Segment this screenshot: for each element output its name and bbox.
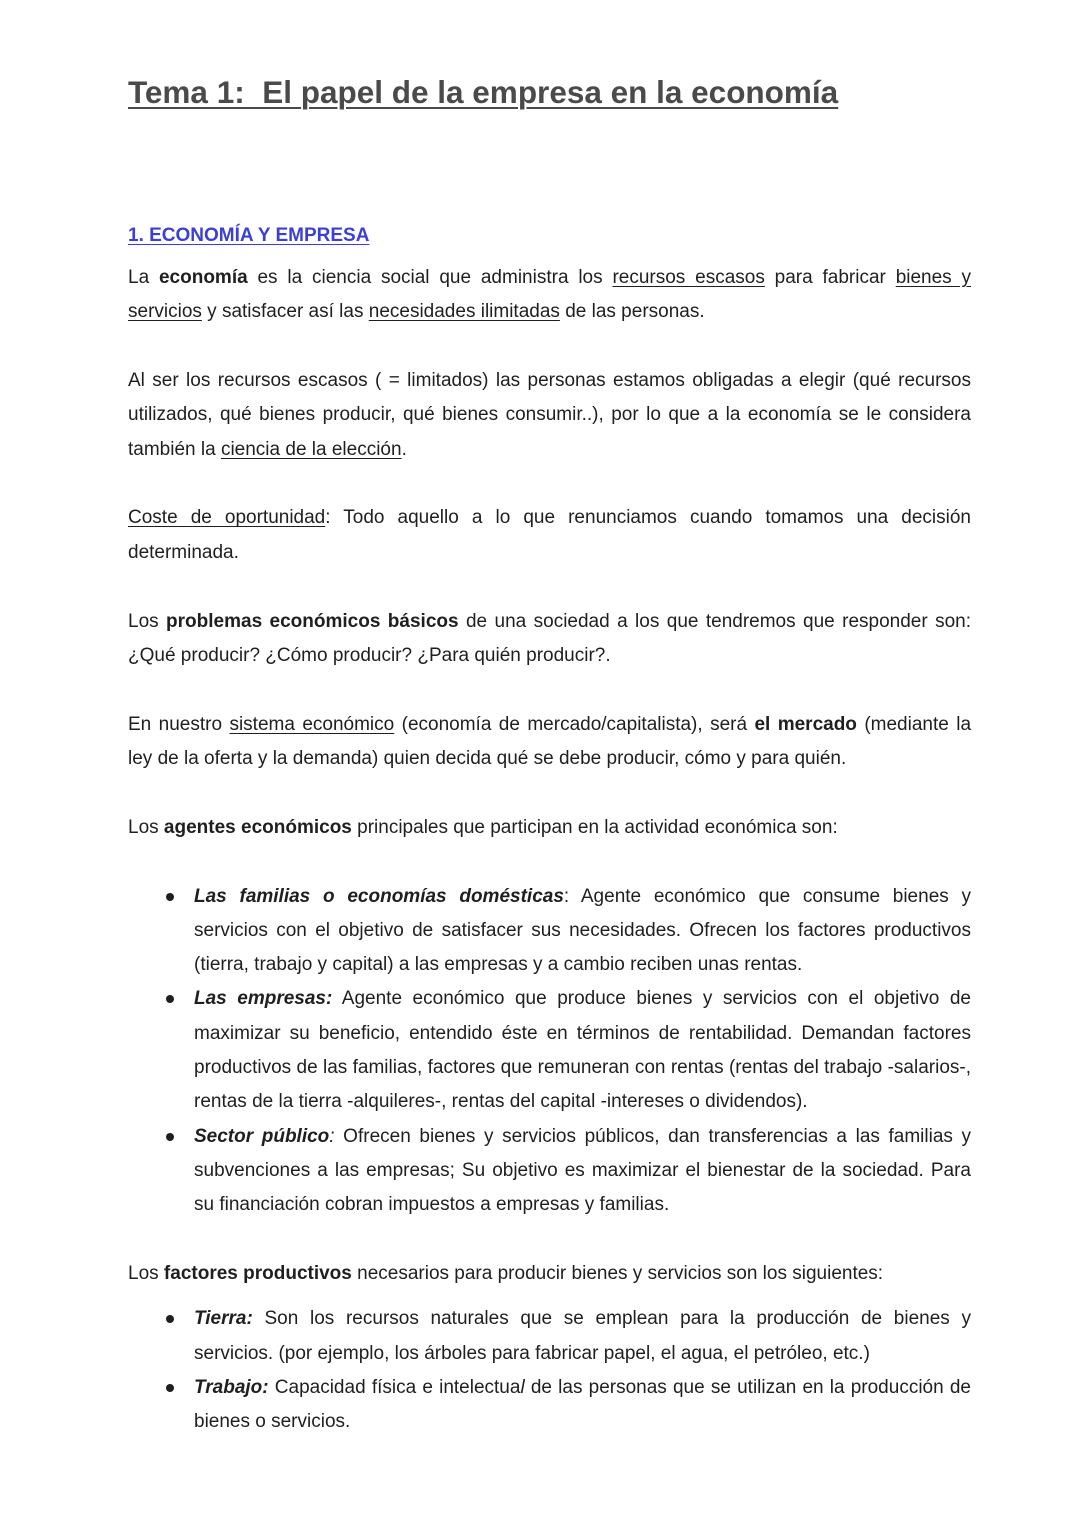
list-item [128,1371,971,1440]
bullet-icon [166,1315,174,1323]
term-familias: Las familias o economías domésticas [194,885,564,907]
list-item [128,982,971,1119]
bullet-icon [166,893,174,901]
term-factores-productivos: factores productivos [163,1263,352,1285]
term-necesidades-ilimitadas: necesidades ilimitadas [368,301,560,323]
paragraph-eleccion [128,364,971,467]
list-item [128,880,971,983]
term-empresas: Las empresas: [194,988,333,1010]
text: (economía de mercado/capitalista), será [394,713,755,735]
text: es la ciencia social que administra los [247,267,613,288]
text: Los [128,816,164,838]
text: (mediante la ley de la oferta y la demanda) quien decida qué se debe producir, cómo y para quién. [128,713,972,769]
text: y satisfacer así las [201,301,369,323]
text: Agente económico que consume bienes y servicios con el objetivo de satisfacer sus necesidades. Ofrecen los factores productivos (tierra, trabajo y capital) a las empresas y a cambio reciben unas rentas. [194,885,972,976]
text: : [329,1125,335,1147]
text: : Todo aquello a lo que renunciamos cuando tomamos una decisión determinada. [128,507,972,563]
text: de una sociedad a los que tendremos que responder son: ¿Qué producir? ¿Cómo producir? ¿Para quién producir?. [128,610,972,666]
bullet-icon [166,995,174,1003]
list-item [128,1120,971,1223]
term-sector-publico: Sector público [194,1125,330,1147]
section-heading: 1. ECONOMÍA Y EMPRESA [128,225,370,246]
text: Son los recursos naturales que se emplean para la producción de bienes y servicios. (por ejemplo, los árboles para fabricar papel, el agua, el petróleo, etc.) [194,1308,971,1364]
term-ciencia-eleccion: ciencia de la elección [220,438,402,460]
term-sistema-economico: sistema económico [229,713,395,735]
text: Los [128,610,167,632]
term-trabajo: Trabajo: [194,1376,269,1398]
paragraph-economia [128,261,971,330]
text: de las personas. [559,301,705,323]
bullet-icon [166,1133,174,1141]
text: Agente económico que produce bienes y servicios con el objetivo de maximizar su beneficio, entendido éste en términos de rentabilidad. Demandan factores productivos de las familias, factores que remuneran con rentas (rentas del trabajo -salarios-, rentas de la tierra -alquileres-, rentas del capital -intereses o dividendos). [194,988,971,1113]
factors-list [128,1302,971,1439]
term-tierra: Tierra: [194,1308,253,1330]
paragraph-factores [128,1257,971,1291]
list-item [128,1302,971,1371]
term-bienes-servicios: bienes y servicios [128,267,971,323]
term-economia: economía [158,267,248,288]
text: Los [128,1263,164,1285]
text: de las personas que se utilizan en la producción de bienes o servicios. [194,1376,971,1433]
text: En nuestro [128,713,230,735]
term-agentes-economicos: agentes económicos [163,816,352,838]
bullet-icon [166,1384,174,1392]
text: necesarios para producir bienes y servicios son los siguientes: [351,1263,884,1285]
term-recursos-escasos: recursos escasos [612,267,765,288]
text: La [128,267,159,288]
text: para fabricar [764,267,896,288]
paragraph-coste-oportunidad [128,501,971,570]
text: . [401,438,407,460]
page-title: Tema 1: El papel de la empresa en la economía [128,74,839,110]
text: Al ser los recursos escasos ( = limitados) las personas estamos obligadas a elegir (qué recursos utilizados, qué bienes producir, qué bienes consumir..), por lo que a la economía se le considera también la [128,370,971,460]
text: Capacidad física e intelectua [268,1376,521,1398]
paragraph-agentes [128,811,971,845]
term-problemas-economicos: problemas económicos básicos [166,610,459,632]
text: Ofrecen bienes y servicios públicos, dan transferencias a las familias y subvenciones a las empresas; Su objetivo es maximizar el bienestar de la sociedad. Para su financiación cobran impuestos a empresas y familias. [194,1125,971,1216]
term-coste-oportunidad: Coste de oportunidad [128,507,326,529]
agents-list [128,880,971,1223]
text: l [520,1376,525,1398]
paragraph-problemas [128,605,971,674]
term-mercado: el mercado [754,713,857,735]
paragraph-sistema [128,708,971,777]
text: principales que participan en la actividad económica son: [351,816,838,838]
text: : [563,885,570,907]
